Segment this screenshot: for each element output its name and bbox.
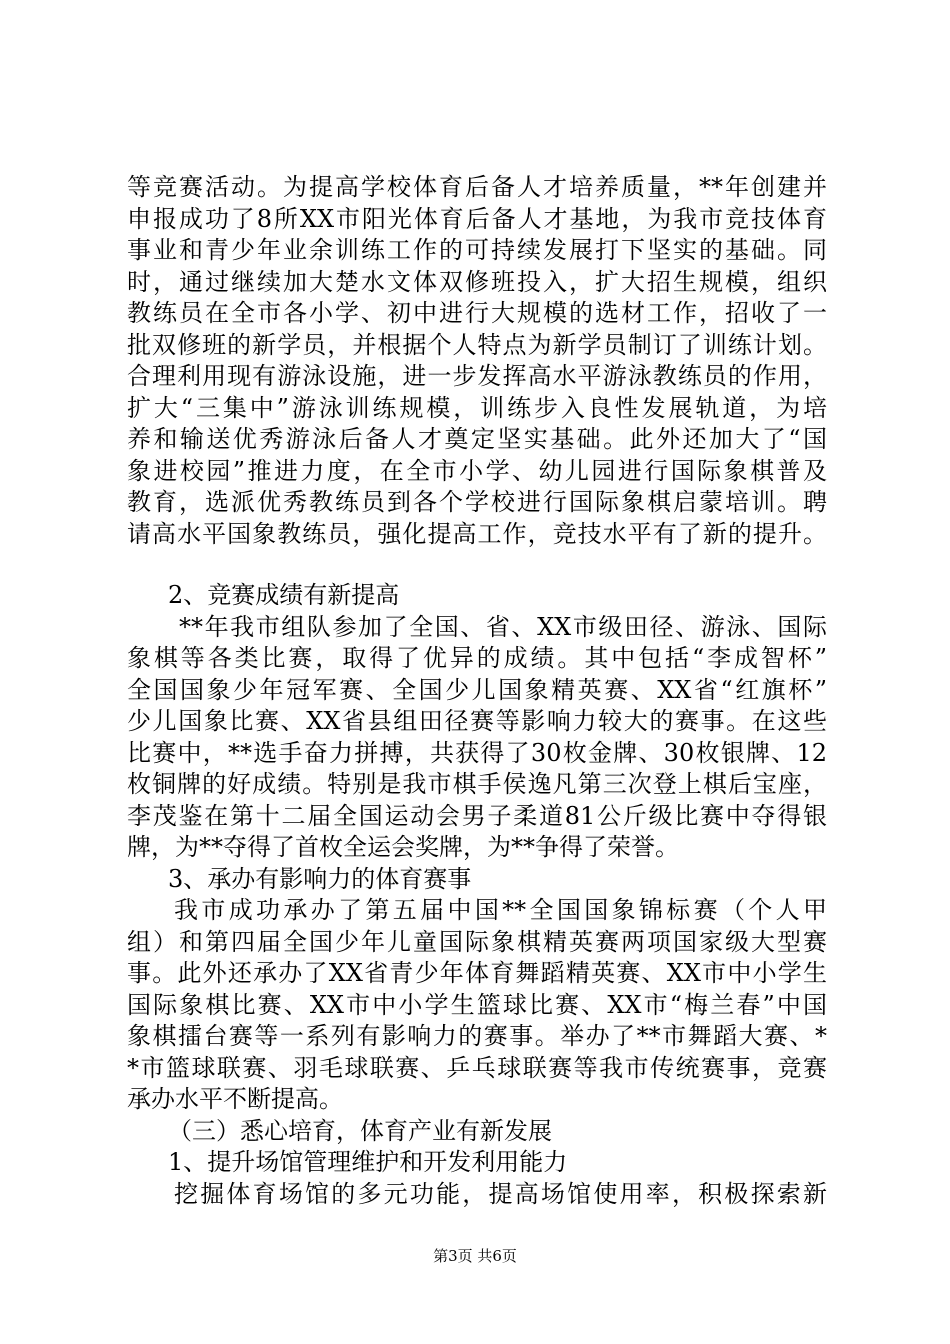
section-heading: （三）悉心培育，体育产业有新发展 [168,1116,552,1145]
paragraph-line: 教育，选派优秀教练员到各个学校进行国际象棋启蒙培训。聘 [127,488,827,516]
paragraph-line: 少儿国象比赛、XX省县组田径赛等影响力较大的赛事。在这些 [127,707,827,735]
paragraph-line: 挖掘体育场馆的多元功能，提高场馆使用率，积极探索新 [174,1179,827,1208]
paragraph-line: 牌，为**夺得了首枚全运会奖牌，为**争得了荣誉。 [127,833,679,861]
paragraph-line: 请高水平国象教练员，强化提高工作，竞技水平有了新的提升。 [127,519,827,548]
section-heading: 3、承办有影响力的体育赛事 [168,864,472,893]
paragraph-line: 国际象棋比赛、XX市中小学生篮球比赛、XX市“梅兰春”中国 [127,990,827,1019]
paragraph-line: 象棋擂台赛等一系列有影响力的赛事。举办了**市舞蹈大赛、* [127,1022,827,1050]
paragraph-line: *市篮球联赛、羽毛球联赛、乒乓球联赛等我市传统赛事，竞赛 [127,1053,827,1082]
paragraph-line: 等竞赛活动。为提高学校体育后备人才培养质量，**年创建并 [127,173,827,201]
section-heading: 2、竞赛成绩有新提高 [168,581,400,609]
subsection-heading: 1、提升场馆管理维护和开发利用能力 [168,1148,568,1176]
paragraph-line: **年我市组队参加了全国、省、XX市级田径、游泳、国际 [179,612,827,641]
paragraph-line: 比赛中，**选手奋力拼搏，共获得了30枚金牌、30枚银牌、12 [127,738,827,767]
paragraph-line: 扩大“三集中”游泳训练规模，训练步入良性发展轨道，为培 [127,393,827,422]
paragraph-line: 批双修班的新学员，并根据个人特点为新学员制订了训练计划。 [127,330,827,359]
page-number-footer: 第3页 共6页 [433,1247,517,1265]
paragraph-line: 养和输送优秀游泳后备人才奠定坚实基础。此外还加大了“国 [127,425,827,453]
paragraph-line: 李茂鉴在第十二届全国运动会男子柔道81公斤级比赛中夺得银 [127,801,827,830]
paragraph-line: 教练员在全市各小学、初中进行大规模的选材工作，招收了一 [127,299,827,327]
paragraph-line: 象进校园”推进力度，在全市小学、幼儿园进行国际象棋普及 [127,456,827,485]
paragraph-line: 合理利用现有游泳设施，进一步发挥高水平游泳教练员的作用， [127,362,827,390]
paragraph-line: 全国国象少年冠军赛、全国少儿国象精英赛、XX省“红旗杯” [127,675,827,704]
paragraph-line: 组）和第四届全国少年儿童国际象棋精英赛两项国家级大型赛 [127,927,827,956]
paragraph-line: 事。此外还承办了XX省青少年体育舞蹈精英赛、XX市中小学生 [127,959,827,987]
paragraph-gap [127,550,827,580]
paragraph-line: 枚铜牌的好成绩。特别是我市棋手侯逸凡第三次登上棋后宝座， [127,770,827,798]
paragraph-line: 申报成功了8所XX市阳光体育后备人才基地，为我市竞技体育 [127,204,827,233]
paragraph-line: 事业和青少年业余训练工作的可持续发展打下坚实的基础。同 [127,236,827,264]
document-body [127,172,827,1210]
paragraph-line: 承办水平不断提高。 [127,1085,343,1113]
paragraph-line: 我市成功承办了第五届中国**全国国象锦标赛（个人甲 [174,896,827,924]
paragraph-line: 时，通过继续加大楚水文体双修班投入，扩大招生规模，组织 [127,267,827,296]
paragraph-line: 象棋等各类比赛，取得了优异的成绩。其中包括“李成智杯” [127,644,827,672]
